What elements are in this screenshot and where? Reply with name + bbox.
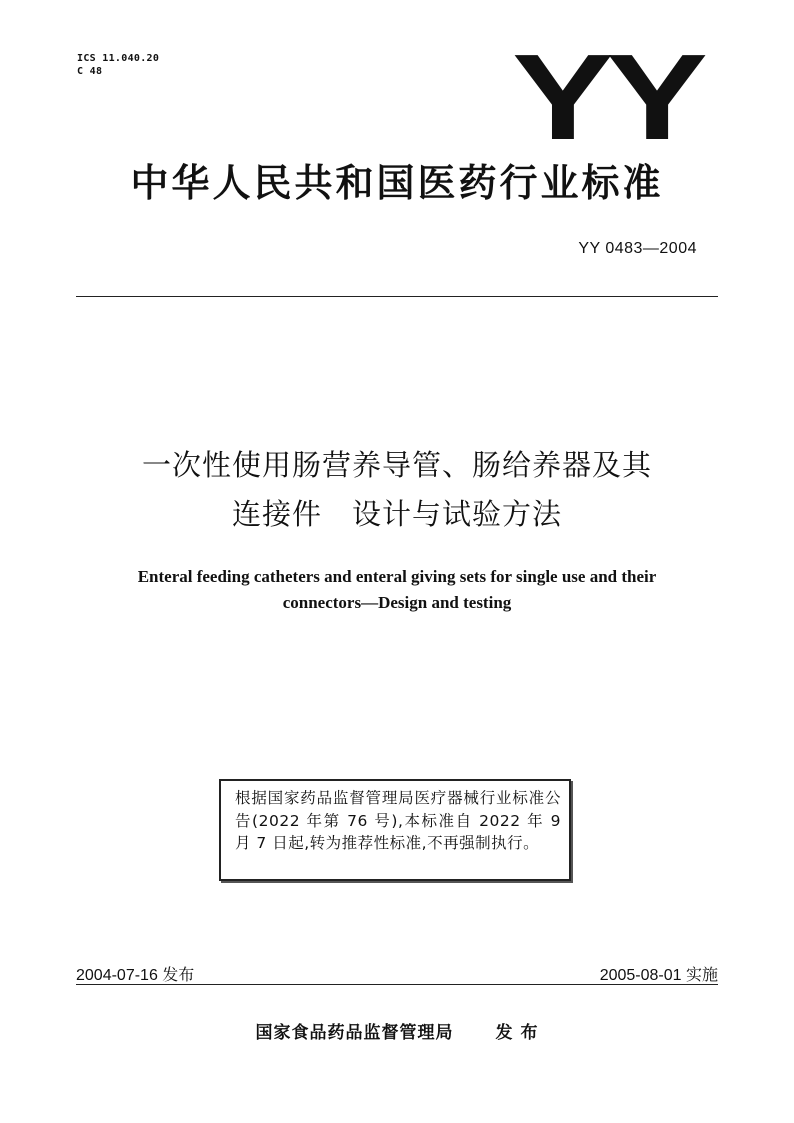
footer-divider (76, 984, 718, 985)
header-divider (76, 296, 718, 297)
classification-codes (77, 52, 159, 78)
issuer-name: 国家食品药品监督管理局 (255, 1023, 454, 1043)
ics-code: ICS 11.040.20 (77, 53, 160, 64)
issuer-line (0, 1018, 794, 1043)
issue-label: 发 布 (495, 1023, 539, 1043)
notice-text: 根据国家药品监督管理局医疗器械行业标准公告(2022 年第 76 号),本标准自 2022 年 9 月 7 日起,转为推荐性标准,不再强制执行。 (235, 789, 561, 852)
publish-date: 2004-07-16 发布 (76, 967, 195, 984)
implement-date: 2005-08-01 实施 (599, 967, 718, 984)
cn-title-line-1: 一次性使用肠营养导管、肠给养器及其 (141, 448, 652, 482)
standard-number: YY 0483—2004 (578, 240, 697, 257)
en-title-line-1: Enteral feeding catheters and enteral giving sets for single use and their (137, 567, 657, 586)
standard-title: 中华人民共和国医药行业标准 (130, 161, 664, 205)
yy-logo: YY (512, 29, 701, 165)
en-title-line-2: connectors—Design and testing (282, 593, 512, 612)
ccs-code: C 48 (77, 66, 103, 77)
notice-box (219, 779, 571, 881)
cn-title-line-2: 连接件 设计与试验方法 (231, 497, 562, 531)
